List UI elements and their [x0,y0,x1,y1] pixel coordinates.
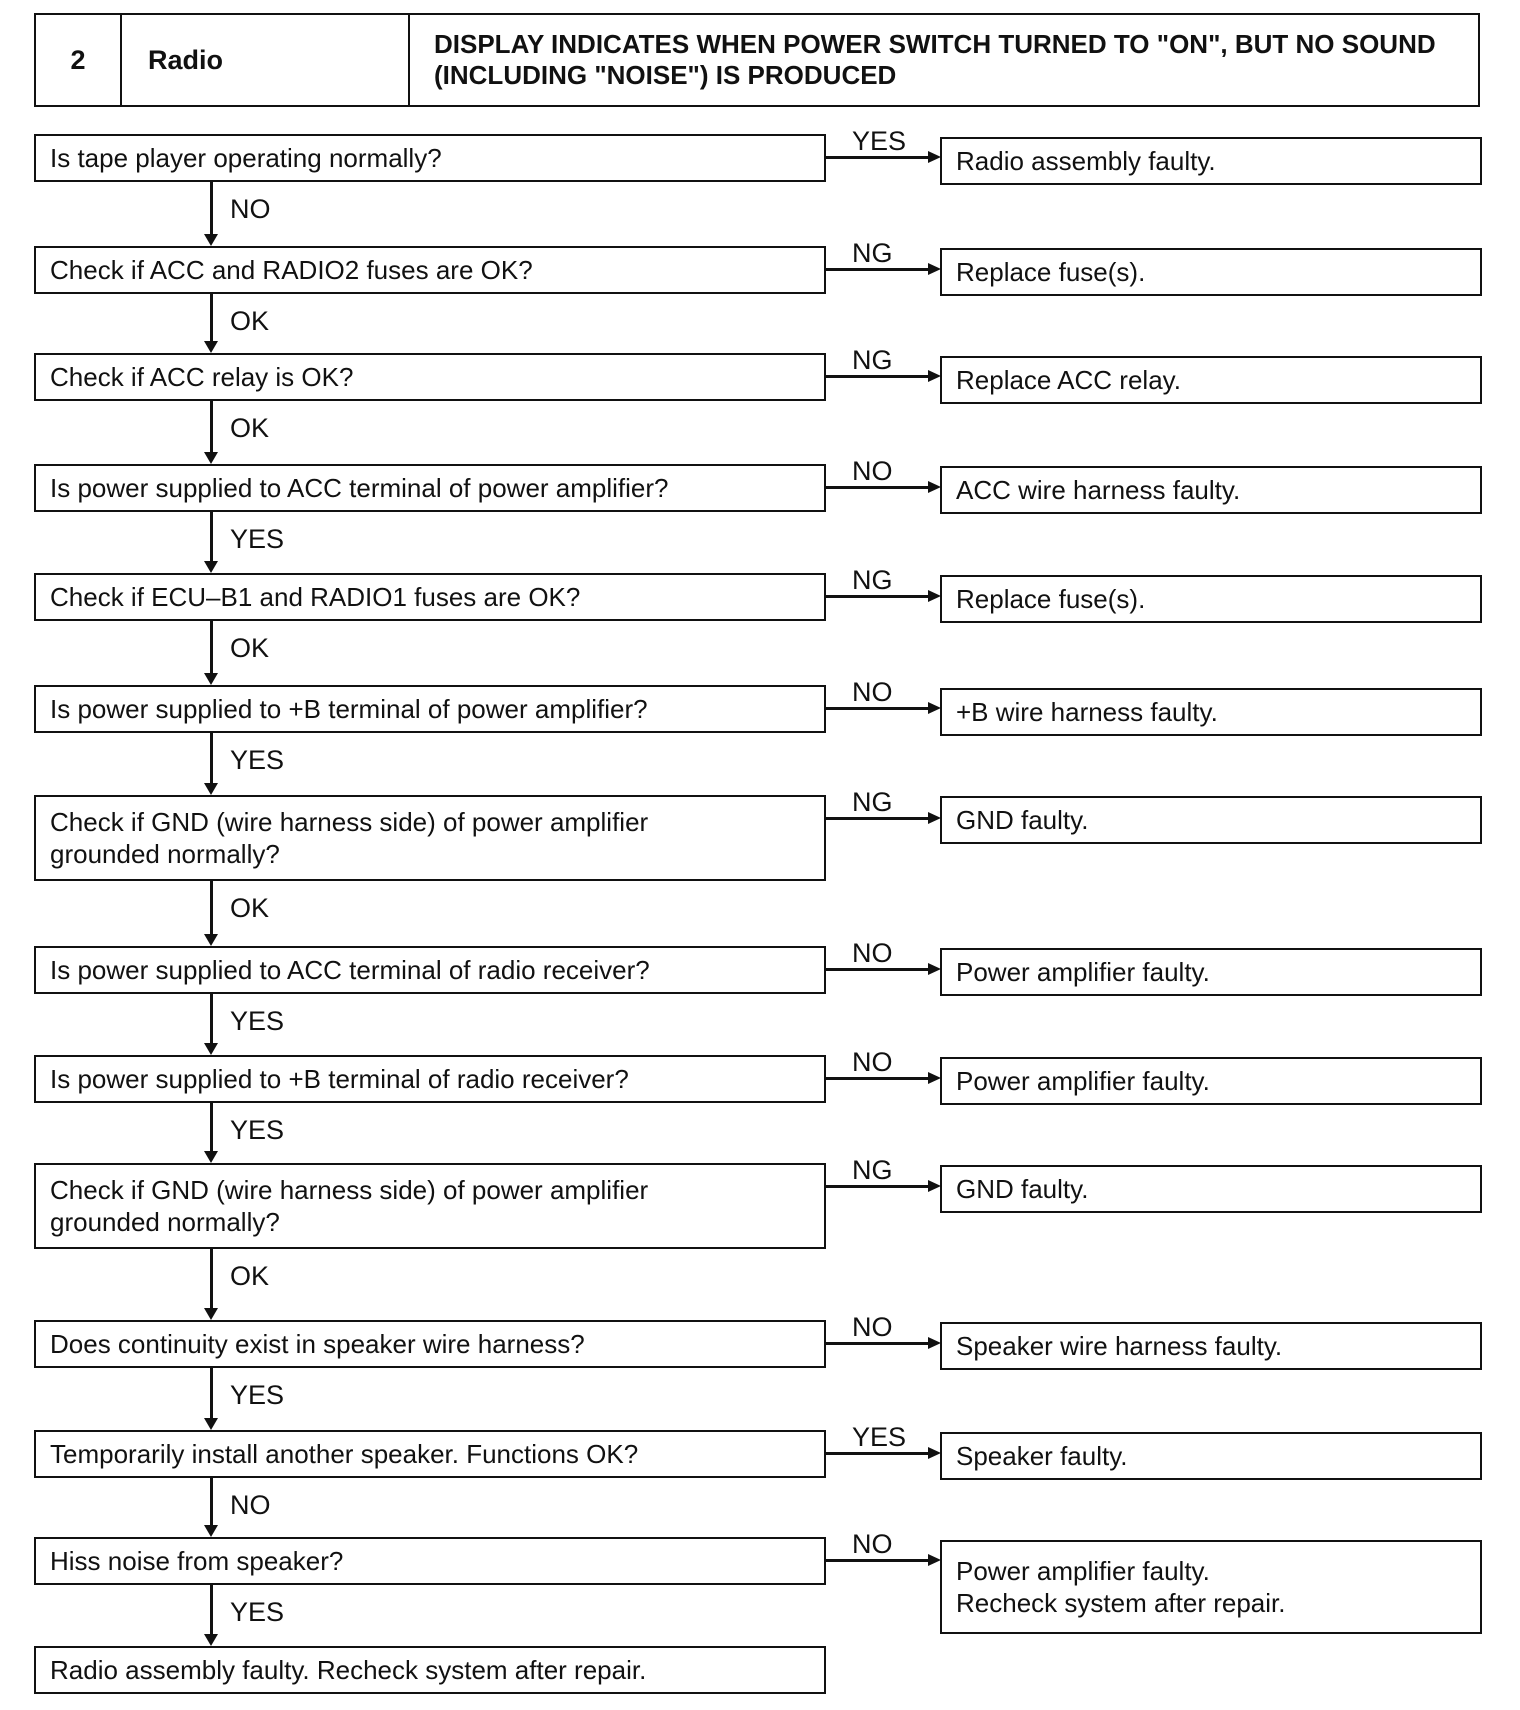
arrowhead-icon [928,590,941,602]
side-arrow-line [826,595,928,598]
section-number: 2 [34,13,122,107]
question-box: Temporarily install another speaker. Functions OK? [34,1430,826,1478]
side-arrow-line [826,156,928,159]
result-box: Power amplifier faulty. [940,1057,1482,1105]
question-box: Is power supplied to +B terminal of radio receiver? [34,1055,826,1103]
side-arrow-line [826,707,928,710]
result-box: Power amplifier faulty. Recheck system after repair. [940,1540,1482,1634]
question-box: Check if ACC relay is OK? [34,353,826,401]
down-arrow-line [210,401,213,452]
branch-label: NO [230,1490,271,1520]
side-arrow-line [826,1559,928,1562]
branch-label: NG [852,345,893,375]
result-box: Radio assembly faulty. [940,137,1482,185]
arrowhead-icon [928,1447,941,1459]
result-box: Power amplifier faulty. [940,948,1482,996]
question-box: Check if GND (wire harness side) of power amplifier grounded normally? [34,795,826,881]
result-box: Speaker faulty. [940,1432,1482,1480]
result-box: Replace ACC relay. [940,356,1482,404]
branch-label: NO [230,194,271,224]
question-box: Is power supplied to ACC terminal of power amplifier? [34,464,826,512]
branch-label: OK [230,893,270,923]
result-box: GND faulty. [940,796,1482,844]
system-name: Radio [120,13,410,107]
arrowhead-icon [928,963,941,975]
branch-label: YES [230,1380,285,1410]
branch-label: OK [230,413,270,443]
arrowhead-icon [928,1337,941,1349]
side-arrow-line [826,1185,928,1188]
arrowhead-icon [928,481,941,493]
branch-label: YES [852,126,907,156]
side-arrow-line [826,486,928,489]
side-arrow-line [826,1077,928,1080]
down-arrow-line [210,621,213,673]
arrowhead-icon [204,561,218,573]
branch-label: YES [230,745,285,775]
result-box: Replace fuse(s). [940,248,1482,296]
arrowhead-icon [928,1180,941,1192]
problem-title: DISPLAY INDICATES WHEN POWER SWITCH TURNED TO "ON", BUT NO SOUND (INCLUDING "NOISE") IS PRODUCED [408,13,1480,107]
question-box: Check if GND (wire harness side) of power amplifier grounded normally? [34,1163,826,1249]
arrowhead-icon [204,1043,218,1055]
arrowhead-icon [928,1554,941,1566]
down-arrow-line [210,1478,213,1525]
branch-label: YES [852,1422,907,1452]
down-arrow-line [210,733,213,783]
down-arrow-line [210,1368,213,1418]
arrowhead-icon [204,234,218,246]
arrowhead-icon [928,151,941,163]
down-arrow-line [210,881,213,934]
branch-label: NG [852,1155,893,1185]
branch-label: NO [852,1312,893,1342]
down-arrow-line [210,512,213,561]
result-box: +B wire harness faulty. [940,688,1482,736]
branch-label: OK [230,306,270,336]
branch-label: YES [230,1597,285,1627]
branch-label: YES [230,524,285,554]
down-arrow-line [210,994,213,1043]
branch-label: NG [852,787,893,817]
side-arrow-line [826,1452,928,1455]
branch-label: NG [852,238,893,268]
branch-label: NO [852,456,893,486]
arrowhead-icon [928,812,941,824]
arrowhead-icon [928,1072,941,1084]
arrowhead-icon [204,673,218,685]
arrowhead-icon [204,1634,218,1646]
question-box: Does continuity exist in speaker wire harness? [34,1320,826,1368]
question-box: Is tape player operating normally? [34,134,826,182]
side-arrow-line [826,268,928,271]
result-box: Speaker wire harness faulty. [940,1322,1482,1370]
arrowhead-icon [204,1308,218,1320]
branch-label: NO [852,677,893,707]
result-box: GND faulty. [940,1165,1482,1213]
down-arrow-line [210,1585,213,1634]
result-box: ACC wire harness faulty. [940,466,1482,514]
branch-label: OK [230,633,270,663]
arrowhead-icon [204,783,218,795]
branch-label: YES [230,1115,285,1145]
arrowhead-icon [204,1151,218,1163]
side-arrow-line [826,1342,928,1345]
question-box: Is power supplied to ACC terminal of radio receiver? [34,946,826,994]
arrowhead-icon [928,263,941,275]
down-arrow-line [210,294,213,341]
arrowhead-icon [204,341,218,353]
side-arrow-line [826,375,928,378]
branch-label: NO [852,1047,893,1077]
side-arrow-line [826,817,928,820]
branch-label: YES [230,1006,285,1036]
arrowhead-icon [204,1525,218,1537]
arrowhead-icon [204,452,218,464]
down-arrow-line [210,1249,213,1308]
question-box: Hiss noise from speaker? [34,1537,826,1585]
branch-label: NO [852,1529,893,1559]
branch-label: OK [230,1261,270,1291]
question-box: Check if ECU–B1 and RADIO1 fuses are OK? [34,573,826,621]
arrowhead-icon [928,370,941,382]
question-box: Is power supplied to +B terminal of power amplifier? [34,685,826,733]
arrowhead-icon [204,1418,218,1430]
side-arrow-line [826,968,928,971]
down-arrow-line [210,182,213,234]
branch-label: NO [852,938,893,968]
arrowhead-icon [928,702,941,714]
arrowhead-icon [204,934,218,946]
down-arrow-line [210,1103,213,1151]
branch-label: NG [852,565,893,595]
result-box: Replace fuse(s). [940,575,1482,623]
final-result-box: Radio assembly faulty. Recheck system after repair. [34,1646,826,1694]
question-box: Check if ACC and RADIO2 fuses are OK? [34,246,826,294]
